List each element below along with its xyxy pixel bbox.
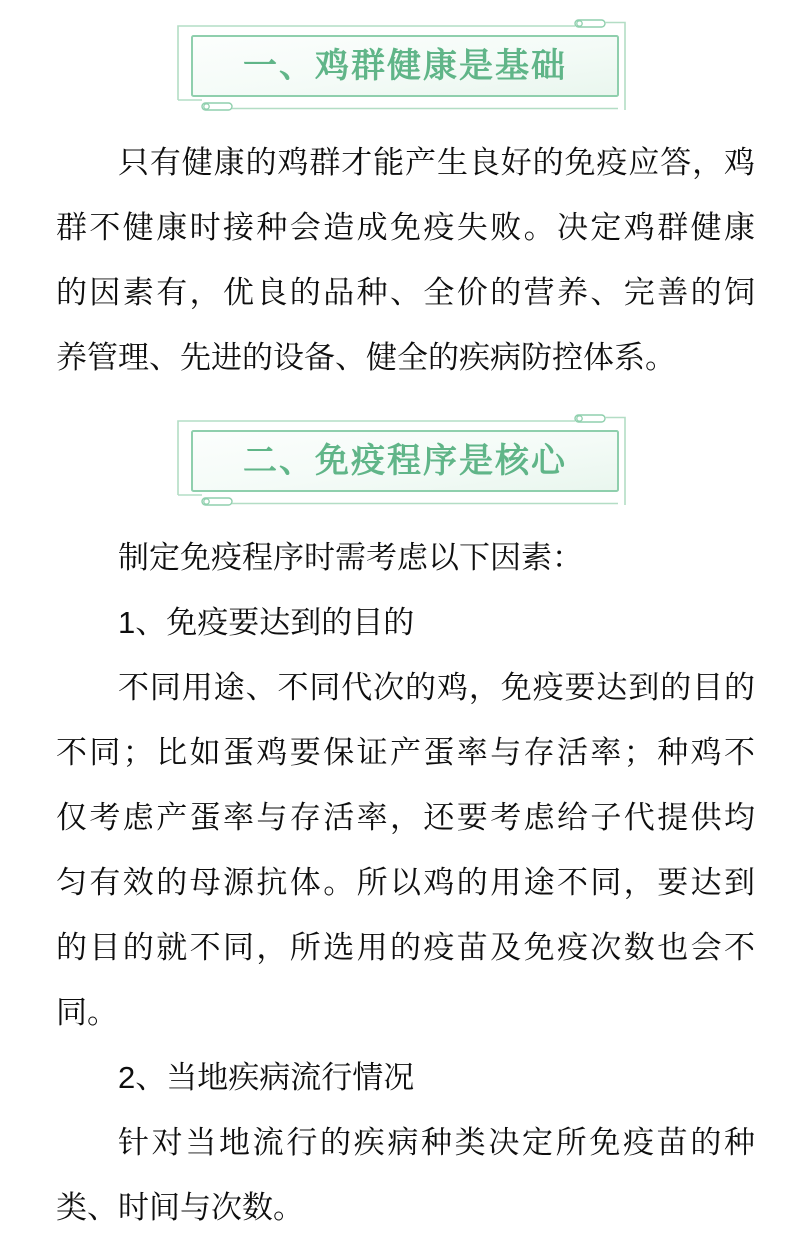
text-line: 不同用途、不同代次的鸡，免疫要达到的目的 [118,670,755,705]
text-line: 针对当地流行的疾病种类决定所免疫苗的种 [118,1125,755,1160]
text-line: 群不健康时接种会造成免疫失败。决定鸡群健康 [56,210,755,245]
section-2-heading: 二、免疫程序是核心 [243,442,567,480]
section-2-body [56,525,755,1235]
text-line: 的因素有，优良的品种、全价的营养、完善的饲 [56,275,755,310]
text-line: 不同；比如蛋鸡要保证产蛋率与存活率；种鸡不 [56,735,755,770]
text-line: 匀有效的母源抗体。所以鸡的用途不同，要达到 [56,865,755,900]
section-1-body [56,130,755,390]
text-line: 制定免疫程序时需考虑以下因素： [118,540,583,575]
text-line: 同。 [56,995,118,1030]
text-line: 1、免疫要达到的目的 [118,605,415,640]
section-2-heading-banner [177,414,633,510]
text-line: 2、当地疾病流行情况 [118,1060,415,1095]
text-line: 的目的就不同，所选用的疫苗及免疫次数也会不 [56,930,755,965]
text-line: 养管理、先进的设备、健全的疾病防控体系。 [56,340,676,375]
section-1-heading-banner [177,19,633,115]
section-1-heading: 一、鸡群健康是基础 [243,47,567,85]
text-line: 只有健康的鸡群才能产生良好的免疫应答，鸡 [118,145,755,180]
text-line: 仅考虑产蛋率与存活率，还要考虑给子代提供均 [56,800,755,835]
text-line: 类、时间与次数。 [56,1190,304,1225]
